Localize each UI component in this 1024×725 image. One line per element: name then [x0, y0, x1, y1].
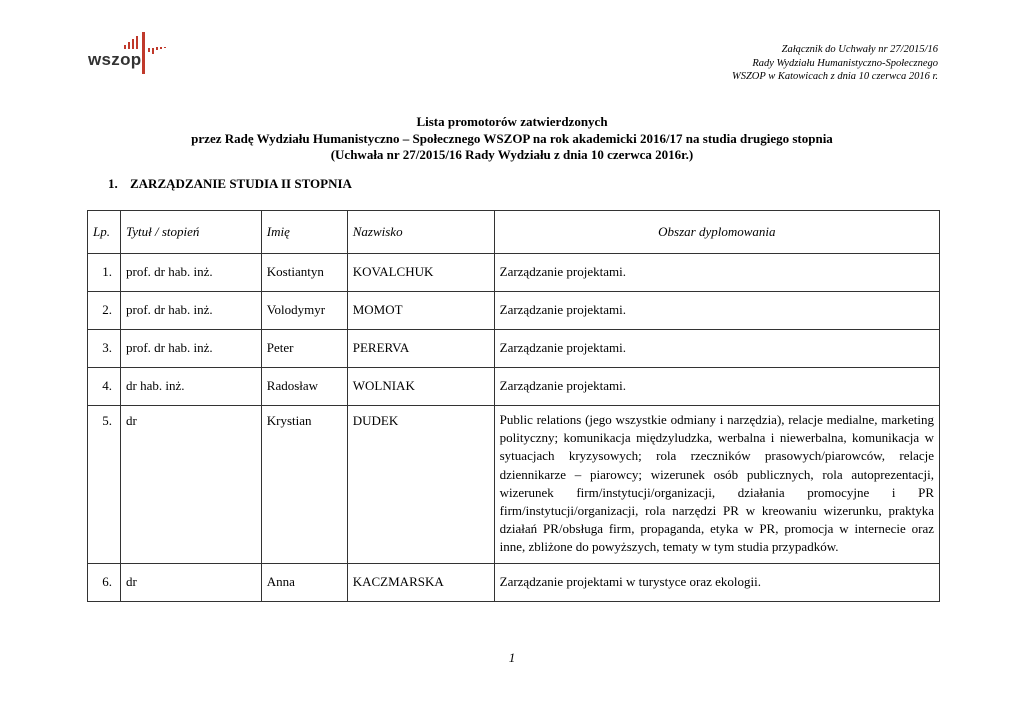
table-row [88, 254, 940, 292]
section-number: 1. [108, 176, 118, 191]
cell-area: Public relations (jego wszystkie odmiany i narzędzia), relacje medialne, marketing polityczny; komunikacja międzyludzka, werbalna i niewerbalna, komunikacja w sytuacjach kryzysowych; rola rzeczników prasowych/piarowców, relacje dziennikarze – piarowcy; wizerunek osób publicznych, rola autoprezentacji, wizerunek firm/instytucji/organizacji, działania promocyjne i PR firm/instytucji/organizacji, rola narzędzi PR w kreowaniu wizerunku, praktyka działań PR/obsługa firm, propaganda, etyka w PR, promocja w internecie oraz inne, zbliżone do powyższych, tematy w tym studia przypadków. [494, 406, 939, 564]
cell-last-name: WOLNIAK [347, 368, 494, 406]
cell-first-name: Anna [261, 563, 347, 601]
table-header-row [88, 211, 940, 254]
cell-area: Zarządzanie projektami. [494, 330, 939, 368]
header-last-name: Nazwisko [347, 211, 494, 254]
cell-last-name: KACZMARSKA [347, 563, 494, 601]
title-line-3: (Uchwała nr 27/2015/16 Rady Wydziału z dnia 10 czerwca 2016r.) [330, 147, 694, 162]
cell-first-name: Volodymyr [261, 292, 347, 330]
section-label: ZARZĄDZANIE STUDIA II STOPNIA [130, 176, 352, 191]
cell-lp: 1. [88, 254, 121, 292]
document-title [0, 114, 1024, 164]
cell-lp: 5. [88, 406, 121, 564]
cell-title: dr [120, 406, 261, 564]
section-heading [108, 176, 352, 192]
cell-first-name: Kostiantyn [261, 254, 347, 292]
logo-text: wszop [88, 50, 142, 69]
cell-lp: 6. [88, 563, 121, 601]
cell-last-name: DUDEK [347, 406, 494, 564]
cell-lp: 3. [88, 330, 121, 368]
table-row [88, 330, 940, 368]
header-lp: Lp. [88, 211, 121, 254]
cell-area: Zarządzanie projektami w turystyce oraz ekologii. [494, 563, 939, 601]
cell-first-name: Krystian [261, 406, 347, 564]
header-note-line-2: Rady Wydziału Humanistyczno-Społecznego [752, 57, 938, 69]
header-first-name: Imię [261, 211, 347, 254]
table-row [88, 406, 940, 564]
header-area: Obszar dyplomowania [494, 211, 939, 254]
title-line-1: Lista promotorów zatwierdzonych [416, 114, 608, 129]
header-note-line-3: WSZOP w Katowicach z dnia 10 czerwca 2016 r. [731, 71, 938, 82]
cell-area: Zarządzanie projektami. [494, 254, 939, 292]
cell-first-name: Radosław [261, 368, 347, 406]
table-row [88, 563, 940, 601]
cell-title: prof. dr hab. inż. [120, 330, 261, 368]
cell-first-name: Peter [261, 330, 347, 368]
cell-last-name: PERERVA [347, 330, 494, 368]
cell-title: prof. dr hab. inż. [120, 254, 261, 292]
cell-title: dr [120, 563, 261, 601]
promoters-table [87, 210, 940, 602]
header-title: Tytuł / stopień [120, 211, 261, 254]
cell-last-name: KOVALCHUK [347, 254, 494, 292]
cell-area: Zarządzanie projektami. [494, 292, 939, 330]
table-row [88, 292, 940, 330]
table-row [88, 368, 940, 406]
page-number: 1 [508, 650, 516, 665]
cell-area: Zarządzanie projektami. [494, 368, 939, 406]
wszop-logo [88, 30, 172, 74]
cell-title: prof. dr hab. inż. [120, 292, 261, 330]
cell-lp: 4. [88, 368, 121, 406]
cell-lp: 2. [88, 292, 121, 330]
cell-last-name: MOMOT [347, 292, 494, 330]
title-line-2: przez Radę Wydziału Humanistyczno – Społecznego WSZOP na rok akademicki 2016/17 na studia drugiego stopnia [191, 130, 833, 146]
resolution-attachment-note [732, 43, 938, 84]
header-note-line-1: Załącznik do Uchwały nr 27/2015/16 [781, 44, 938, 55]
cell-title: dr hab. inż. [120, 368, 261, 406]
